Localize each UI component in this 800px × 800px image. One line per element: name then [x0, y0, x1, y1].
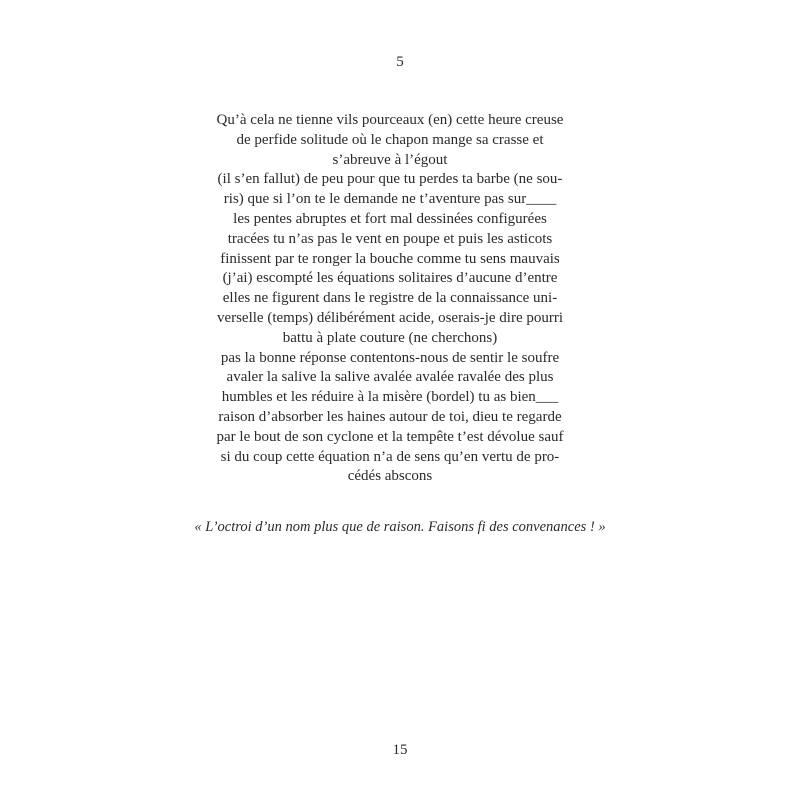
page-number: 15 [392, 742, 408, 758]
poem-line: (j’ai) escompté les équations solitaires d’aucune d’entre [222, 270, 558, 287]
poem-line: si du coup cette équation n’a de sens qu’en vertu de pro- [220, 448, 560, 465]
poem-line: ris) que si l’on te le demande ne t’aventure pas sur____ [223, 191, 557, 208]
poem-line: raison d’absorber les haines autour de toi, dieu te regarde [218, 408, 562, 425]
poem-text [180, 111, 600, 487]
poem-line: pas la bonne réponse contentons-nous de sentir le soufre [220, 349, 560, 366]
poem-line: de perfide solitude où le chapon mange sa crasse et [236, 131, 544, 148]
poem-line: les pentes abruptes et fort mal dessinées configurées [233, 210, 547, 227]
poem-line: s’abreuve à l’égout [332, 151, 448, 168]
poem-line: battu à plate couture (ne cherchons) [282, 329, 498, 346]
poem-line: humbles et les réduire à la misère (bordel) tu as bien___ [221, 389, 559, 406]
poem-line: avaler la salive la salive avalée avalée ravalée des plus [226, 369, 554, 386]
poem-line: Qu’à cela ne tienne vils pourceaux (en) cette heure creuse [216, 112, 564, 128]
poem-line: tracées tu n’as pas le vent en poupe et puis les asticots [227, 230, 553, 247]
poem-line: par le bout de son cyclone et la tempête t’est dévolue sauf [216, 428, 564, 445]
chapter-number: 5 [396, 54, 404, 70]
epigraph-quote: « L’octroi d’un nom plus que de raison. Faisons fi des convenances ! » [194, 519, 606, 535]
poem-line: (il s’en fallut) de peu pour que tu perdes ta barbe (ne sou- [217, 171, 563, 188]
poem-line: cédés abscons [347, 468, 433, 485]
poem-line: verselle (temps) délibérément acide, oserais-je dire pourri [216, 309, 564, 326]
poem-line: finissent par te ronger la bouche comme tu sens mauvais [220, 250, 560, 267]
poem-line: elles ne figurent dans le registre de la connaissance uni- [222, 290, 558, 307]
